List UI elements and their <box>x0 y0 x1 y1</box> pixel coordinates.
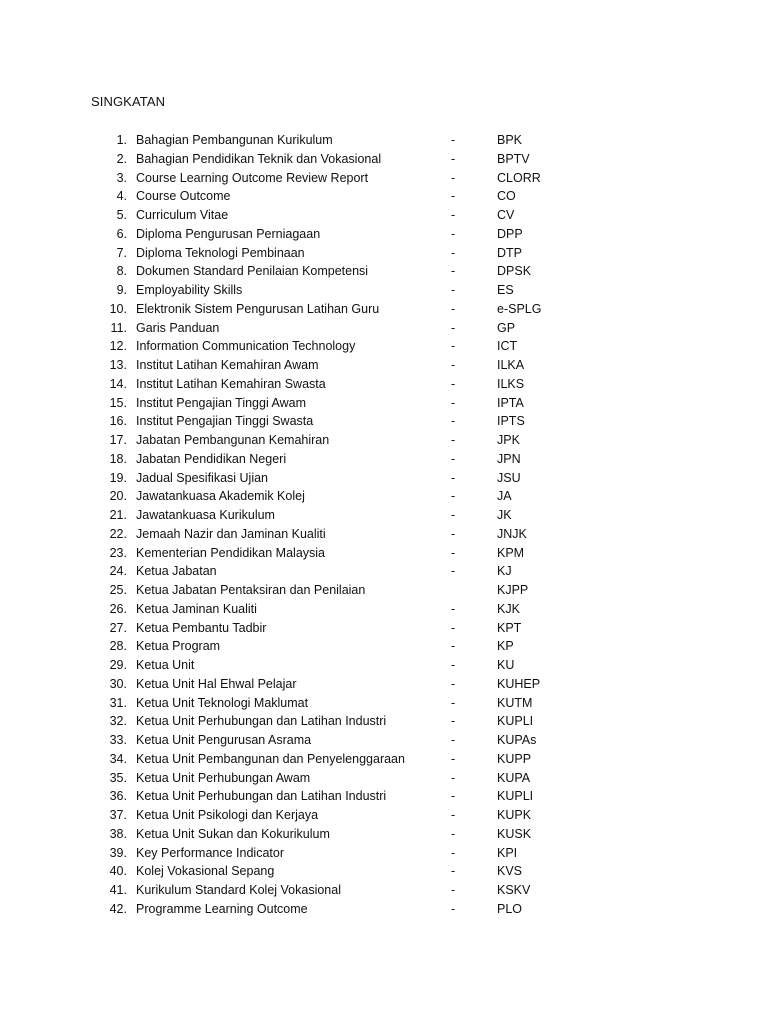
item-number: 22. <box>109 526 127 541</box>
item-separator: - <box>451 751 456 766</box>
list-item <box>0 619 768 638</box>
item-number: 31. <box>109 695 127 710</box>
item-number: 30. <box>109 676 127 691</box>
item-separator: - <box>451 601 456 616</box>
item-term: Ketua Unit Teknologi Maklumat <box>136 695 309 710</box>
item-separator: - <box>451 264 456 279</box>
item-abbreviation: KU <box>497 658 515 672</box>
item-separator: - <box>451 526 456 541</box>
list-item <box>0 450 768 469</box>
list-item <box>0 169 768 188</box>
item-abbreviation: IPTA <box>497 395 524 410</box>
list-item <box>0 469 768 488</box>
item-number: 39. <box>109 845 127 860</box>
list-item <box>0 394 768 413</box>
item-separator: - <box>451 714 456 729</box>
item-number: 4. <box>116 189 127 204</box>
item-separator: - <box>451 451 456 466</box>
item-term: Kementerian Pendidikan Malaysia <box>136 545 325 560</box>
item-number: 8. <box>116 264 127 279</box>
item-abbreviation: KPI <box>497 845 518 860</box>
item-abbreviation: KUPK <box>497 808 532 822</box>
item-abbreviation: KUPLI <box>497 789 534 804</box>
list-item <box>0 412 768 431</box>
list-item <box>0 150 768 169</box>
item-number: 21. <box>109 508 127 522</box>
item-separator: - <box>451 470 456 485</box>
list-item <box>0 131 768 150</box>
item-number: 17. <box>109 433 127 447</box>
item-number: 24. <box>109 564 127 579</box>
item-number: 1. <box>116 133 127 147</box>
item-term: Information Communication Technology <box>136 339 356 354</box>
item-abbreviation: CLORR <box>497 170 541 185</box>
item-term: Institut Latihan Kemahiran Awam <box>136 358 319 372</box>
item-number: 32. <box>109 714 127 729</box>
item-term: Course Learning Outcome Review Report <box>136 170 369 185</box>
item-number: 3. <box>116 170 127 185</box>
item-number: 29. <box>109 658 127 672</box>
item-number: 18. <box>109 451 127 466</box>
item-term: Ketua Jabatan <box>136 564 217 579</box>
item-separator: - <box>451 508 456 522</box>
page-heading: SINGKATAN <box>91 94 166 109</box>
item-number: 34. <box>109 751 127 766</box>
item-term: Bahagian Pendidikan Teknik dan Vokasional <box>136 151 382 166</box>
item-term: Ketua Program <box>136 639 221 654</box>
abbreviation-list <box>0 131 768 919</box>
item-term: Ketua Jabatan Pentaksiran dan Penilaian <box>136 583 366 597</box>
item-separator: - <box>451 433 456 447</box>
item-separator: - <box>451 845 456 860</box>
list-item <box>0 356 768 375</box>
list-item <box>0 656 768 675</box>
item-term: Ketua Unit Hal Ehwal Pelajar <box>136 676 297 691</box>
item-number: 20. <box>109 489 127 504</box>
item-term: Ketua Unit Sukan dan Kokurikulum <box>136 826 330 841</box>
list-item <box>0 787 768 806</box>
item-number: 33. <box>109 733 127 747</box>
item-separator: - <box>451 151 456 166</box>
item-number: 5. <box>116 208 127 222</box>
item-separator: - <box>451 545 456 560</box>
item-term: Ketua Unit Perhubungan Awam <box>136 770 311 785</box>
item-separator: - <box>451 358 456 372</box>
item-number: 25. <box>109 583 127 597</box>
list-item <box>0 225 768 244</box>
list-item <box>0 562 768 581</box>
item-number: 2. <box>116 151 127 166</box>
list-item <box>0 881 768 900</box>
item-abbreviation: JNJK <box>497 526 527 541</box>
item-abbreviation: ILKA <box>497 358 525 372</box>
item-separator: - <box>451 133 456 147</box>
item-number: 14. <box>109 376 127 391</box>
item-abbreviation: e-SPLG <box>497 301 542 316</box>
list-item <box>0 187 768 206</box>
item-number: 28. <box>109 639 127 654</box>
list-item <box>0 431 768 450</box>
item-separator: - <box>451 283 456 297</box>
item-abbreviation: DPSK <box>497 264 532 279</box>
item-number: 41. <box>109 883 127 897</box>
item-number: 12. <box>109 339 127 354</box>
item-term: Institut Pengajian Tinggi Swasta <box>136 414 314 429</box>
list-item <box>0 244 768 263</box>
item-number: 16. <box>109 414 127 429</box>
list-item <box>0 637 768 656</box>
item-abbreviation: KUTM <box>497 695 533 710</box>
item-number: 11. <box>110 320 127 335</box>
item-abbreviation: IPTS <box>497 414 525 429</box>
item-term: Kurikulum Standard Kolej Vokasional <box>136 883 341 897</box>
list-item <box>0 506 768 525</box>
item-separator: - <box>451 489 456 504</box>
item-abbreviation: KUPA <box>497 770 531 785</box>
item-abbreviation: GP <box>497 320 516 335</box>
item-abbreviation: KUSK <box>497 826 532 841</box>
item-number: 35. <box>109 770 127 785</box>
item-term: Ketua Unit <box>136 658 195 672</box>
item-number: 10. <box>109 301 127 316</box>
list-item <box>0 281 768 300</box>
list-item <box>0 319 768 338</box>
item-term: Kolej Vokasional Sepang <box>136 864 275 879</box>
item-abbreviation: KJPP <box>497 583 529 597</box>
item-abbreviation: JA <box>497 489 512 504</box>
item-abbreviation: CV <box>497 208 515 222</box>
item-term: Curriculum Vitae <box>136 208 229 222</box>
item-number: 15. <box>109 395 127 410</box>
list-item <box>0 544 768 563</box>
item-term: Elektronik Sistem Pengurusan Latihan Guru <box>136 301 380 316</box>
item-abbreviation: JSU <box>497 470 521 485</box>
item-abbreviation: ILKS <box>497 376 525 391</box>
item-term: Ketua Pembantu Tadbir <box>136 620 267 635</box>
item-abbreviation: PLO <box>497 901 523 916</box>
item-abbreviation: DPP <box>497 226 523 241</box>
list-item <box>0 750 768 769</box>
item-term: Jadual Spesifikasi Ujian <box>136 470 269 485</box>
item-number: 9. <box>116 283 127 297</box>
item-term: Institut Pengajian Tinggi Awam <box>136 395 307 410</box>
item-term: Employability Skills <box>136 283 243 297</box>
list-item <box>0 675 768 694</box>
list-item <box>0 900 768 919</box>
list-item <box>0 375 768 394</box>
item-term: Jawatankuasa Kurikulum <box>136 508 275 522</box>
item-separator: - <box>451 826 456 841</box>
item-separator: - <box>451 301 456 316</box>
item-abbreviation: KUPAs <box>497 733 537 747</box>
item-term: Ketua Jaminan Kualiti <box>136 601 257 616</box>
item-number: 23. <box>109 545 127 560</box>
item-number: 7. <box>116 245 127 260</box>
list-item <box>0 769 768 788</box>
item-term: Programme Learning Outcome <box>136 901 308 916</box>
item-separator: - <box>451 245 456 260</box>
item-term: Jabatan Pembangunan Kemahiran <box>136 433 330 447</box>
item-separator: - <box>451 883 456 897</box>
item-number: 38. <box>109 826 127 841</box>
item-separator: - <box>451 733 456 747</box>
item-number: 40. <box>109 864 127 879</box>
item-term: Diploma Teknologi Pembinaan <box>136 245 305 260</box>
item-abbreviation: KPT <box>497 620 522 635</box>
item-term: Course Outcome <box>136 189 231 204</box>
item-separator: - <box>451 226 456 241</box>
list-item <box>0 581 768 600</box>
item-number: 26. <box>109 601 127 616</box>
item-abbreviation: DTP <box>497 245 522 260</box>
list-item <box>0 844 768 863</box>
list-item <box>0 262 768 281</box>
item-number: 6. <box>116 226 127 241</box>
item-separator: - <box>451 901 456 916</box>
list-item <box>0 300 768 319</box>
item-separator: - <box>451 395 456 410</box>
item-term: Dokumen Standard Penilaian Kompetensi <box>136 264 369 279</box>
item-abbreviation: KP <box>497 639 514 654</box>
item-separator: - <box>451 676 456 691</box>
list-item <box>0 806 768 825</box>
item-separator: - <box>451 770 456 785</box>
item-separator: - <box>451 414 456 429</box>
item-separator: - <box>451 189 456 204</box>
list-item <box>0 337 768 356</box>
item-abbreviation: KSKV <box>497 883 531 897</box>
list-item <box>0 600 768 619</box>
item-term: Ketua Unit Pembangunan dan Penyelenggaraan <box>136 751 405 766</box>
item-abbreviation: KJK <box>497 601 520 616</box>
item-abbreviation: KUPLI <box>497 714 534 729</box>
item-abbreviation: BPK <box>497 133 523 147</box>
item-term: Institut Latihan Kemahiran Swasta <box>136 376 326 391</box>
item-abbreviation: CO <box>497 189 516 204</box>
item-separator: - <box>451 864 456 879</box>
item-separator: - <box>451 808 456 822</box>
item-term: Ketua Unit Perhubungan dan Latihan Industri <box>136 789 387 804</box>
item-separator: - <box>451 376 456 391</box>
list-item <box>0 487 768 506</box>
item-term: Bahagian Pembangunan Kurikulum <box>136 133 333 147</box>
item-term: Ketua Unit Perhubungan dan Latihan Industri <box>136 714 387 729</box>
item-separator: - <box>451 320 456 335</box>
item-abbreviation: KUPP <box>497 751 532 766</box>
item-number: 37. <box>109 808 127 822</box>
item-separator: - <box>451 620 456 635</box>
item-abbreviation: KJ <box>497 564 512 579</box>
item-term: Ketua Unit Pengurusan Asrama <box>136 733 312 747</box>
item-abbreviation: KUHEP <box>497 676 541 691</box>
item-abbreviation: JPN <box>497 451 521 466</box>
list-item <box>0 694 768 713</box>
item-number: 13. <box>109 358 127 372</box>
item-term: Ketua Unit Psikologi dan Kerjaya <box>136 808 319 822</box>
item-abbreviation: JPK <box>497 433 520 447</box>
item-separator: - <box>451 564 456 579</box>
item-number: 27. <box>109 620 127 635</box>
list-item <box>0 206 768 225</box>
item-number: 42. <box>109 901 127 916</box>
item-abbreviation: JK <box>497 508 512 522</box>
item-abbreviation: KPM <box>497 545 525 560</box>
item-number: 36. <box>109 789 127 804</box>
item-separator: - <box>451 208 456 222</box>
item-abbreviation: BPTV <box>497 151 530 166</box>
list-item <box>0 862 768 881</box>
item-separator: - <box>451 339 456 354</box>
item-separator: - <box>451 658 456 672</box>
item-term: Garis Panduan <box>136 320 220 335</box>
item-abbreviation: ES <box>497 283 514 297</box>
item-term: Jabatan Pendidikan Negeri <box>136 451 287 466</box>
item-term: Jemaah Nazir dan Jaminan Kualiti <box>136 526 326 541</box>
item-separator: - <box>451 695 456 710</box>
list-item <box>0 525 768 544</box>
item-number: 19. <box>109 470 127 485</box>
item-abbreviation: ICT <box>497 339 518 354</box>
item-term: Jawatankuasa Akademik Kolej <box>136 489 305 504</box>
item-abbreviation: KVS <box>497 864 523 879</box>
list-item <box>0 712 768 731</box>
item-separator: - <box>451 170 456 185</box>
list-item <box>0 731 768 750</box>
item-term: Diploma Pengurusan Perniagaan <box>136 226 321 241</box>
list-item <box>0 825 768 844</box>
item-separator: - <box>451 789 456 804</box>
item-term: Key Performance Indicator <box>136 845 284 860</box>
item-separator: - <box>451 639 456 654</box>
